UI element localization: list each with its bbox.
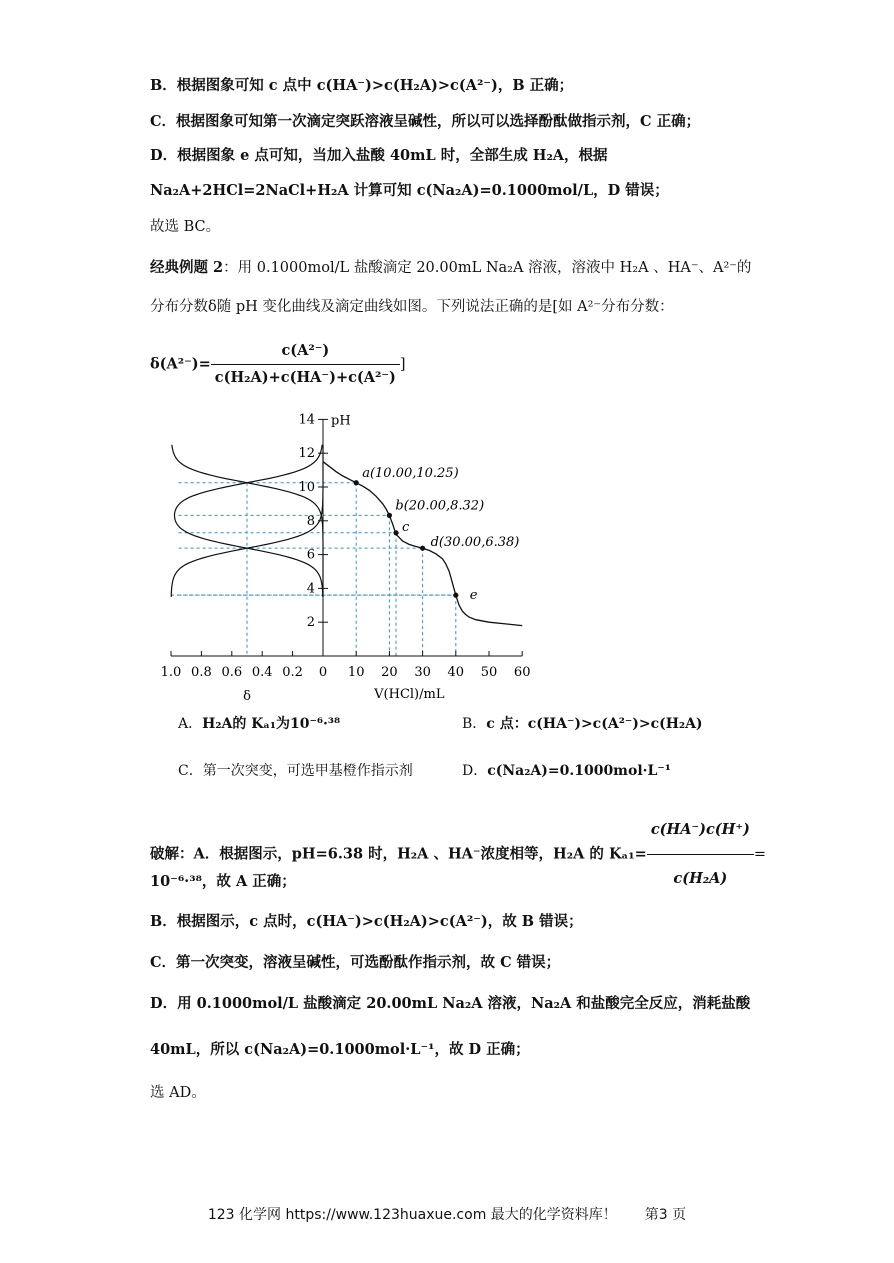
ka1-fraction <box>647 808 754 901</box>
prev-answer: 故选 BC。 <box>150 219 221 235</box>
delta-tick-label: 0.6 <box>221 665 243 680</box>
ka1-denominator: c(H₂A) <box>673 870 728 887</box>
page-number: 第3 页 <box>644 1207 687 1223</box>
point-marker <box>393 530 398 535</box>
prev-option-c-explanation: C．根据图象可知第一次滴定突跃溶液呈碱性，所以可以选择酚酞做指示剂，C 正确； <box>150 113 701 130</box>
page-footer <box>0 1204 894 1224</box>
delta-axis-title: δ <box>243 689 251 704</box>
option-b-text: c 点：c(HA⁻)>c(A²⁻)>c(H₂A) <box>486 716 703 732</box>
solution-a-text: ：A．根据图示，pH=6.38 时，H₂A 、HA⁻浓度相等，H₂A 的 Kₐ₁= <box>179 845 647 863</box>
formula-denominator: c(H₂A)+c(HA⁻)+c(A²⁻) <box>214 369 396 386</box>
delta-tick-label: 1.0 <box>160 665 182 680</box>
example-line1 <box>150 258 751 278</box>
x-tick-label: 60 <box>513 665 531 680</box>
point-label: b(20.00,8.32) <box>395 498 485 514</box>
distribution-curve-HA- <box>175 445 323 597</box>
x-tick-label: 50 <box>480 665 498 680</box>
prev-option-d-explanation-line2: Na₂A+2HCl=2NaCl+H₂A 计算可知 c(Na₂A)=0.1000mol/L，D 错误； <box>150 182 669 199</box>
prev-option-d-explanation-line1: D．根据图象 e 点可知，当加入盐酸 40mL 时，全部生成 H₂A，根据 <box>150 147 608 164</box>
option-b <box>462 713 703 733</box>
ka1-equals: = <box>753 846 767 863</box>
option-c <box>178 760 413 780</box>
option-d <box>462 760 671 780</box>
point-label: a(10.00,10.25) <box>362 465 459 481</box>
option-b-letter: B． <box>462 716 487 732</box>
final-answer: 选 AD。 <box>150 1085 206 1101</box>
formula-close: ] <box>399 356 406 373</box>
y-tick-label: 2 <box>306 615 315 631</box>
point-marker <box>387 513 392 518</box>
option-a <box>178 713 340 733</box>
y-tick-label: 12 <box>298 446 315 462</box>
prev-option-b-explanation: B．根据图象可知 c 点中 c(HA⁻)>c(H₂A)>c(A²⁻)，B 正确； <box>150 77 574 94</box>
point-marker <box>453 593 458 598</box>
formula-fraction <box>211 340 400 389</box>
solution-label: 破解 <box>150 845 179 863</box>
point-label: c <box>402 519 410 535</box>
option-c-letter: C． <box>178 763 203 779</box>
chart-labels <box>161 412 531 704</box>
distribution-formula <box>150 340 406 389</box>
delta-tick-label: 0.4 <box>251 665 273 680</box>
ka1-numerator: c(HA⁻)c(H⁺) <box>647 808 754 855</box>
solution-b: B．根据图示，c 点时，c(HA⁻)>c(H₂A)>c(A²⁻)，故 B 错误； <box>150 913 583 930</box>
delta-tick-label: 0.8 <box>191 665 212 680</box>
footer-text: 123 化学网 https://www.123huaxue.com 最大的化学资料库！ <box>207 1207 617 1223</box>
point-marker <box>420 546 425 551</box>
x-tick-label: 0 <box>318 665 328 680</box>
example-label: 经典例题 2 <box>150 259 224 276</box>
x-tick-label: 40 <box>447 665 465 680</box>
option-c-text: 第一次突变，可选甲基橙作指示剂 <box>202 763 413 779</box>
option-a-text: H₂A的 Kₐ₁为10⁻⁶·³⁸ <box>202 716 341 732</box>
formula-numerator: c(A²⁻) <box>211 340 400 365</box>
y-tick-label: 4 <box>306 581 315 597</box>
x-axis-title: V(HCl)/mL <box>374 687 445 702</box>
delta-tick-label: 0.2 <box>282 665 303 680</box>
x-tick-label: 30 <box>414 665 431 680</box>
example-text-1: ：用 0.1000mol/L 盐酸滴定 20.00mL Na₂A 溶液，溶液中 H₂A 、HA⁻、A²⁻的 <box>223 260 752 276</box>
formula-left: δ(A²⁻)= <box>150 355 211 373</box>
example-line2: 分布分数δ随 pH 变化曲线及滴定曲线如图。下列说法正确的是[如 A²⁻分布分数： <box>150 299 674 315</box>
point-label: d(30.00,6.38) <box>430 535 520 551</box>
y-tick-label: 10 <box>298 480 315 495</box>
y-axis-title: pH <box>331 413 351 429</box>
option-d-letter: D． <box>462 763 488 779</box>
y-tick-label: 14 <box>298 412 315 428</box>
point-label: e <box>469 588 478 604</box>
x-tick-label: 10 <box>347 665 365 680</box>
y-tick-label: 6 <box>306 547 315 563</box>
point-marker <box>354 480 359 485</box>
solution-a-line2: 10⁻⁶·³⁸，故 A 正确； <box>150 873 296 890</box>
y-tick-label: 8 <box>306 513 315 529</box>
option-d-text: c(Na₂A)=0.1000mol·L⁻¹ <box>487 763 671 779</box>
solution-d-line2: 40mL，所以 c(Na₂A)=0.1000mol·L⁻¹，故 D 正确； <box>150 1041 530 1058</box>
solution-d-line1: D．用 0.1000mol/L 盐酸滴定 20.00mL Na₂A 溶液，Na₂A 和盐酸完全反应，消耗盐酸 <box>150 995 751 1012</box>
x-tick-label: 20 <box>381 665 398 680</box>
solution-c: C．第一次突变，溶液呈碱性，可选酚酞作指示剂，故 C 错误； <box>150 954 561 971</box>
option-a-letter: A． <box>178 716 203 732</box>
titration-distribution-chart <box>150 395 531 704</box>
